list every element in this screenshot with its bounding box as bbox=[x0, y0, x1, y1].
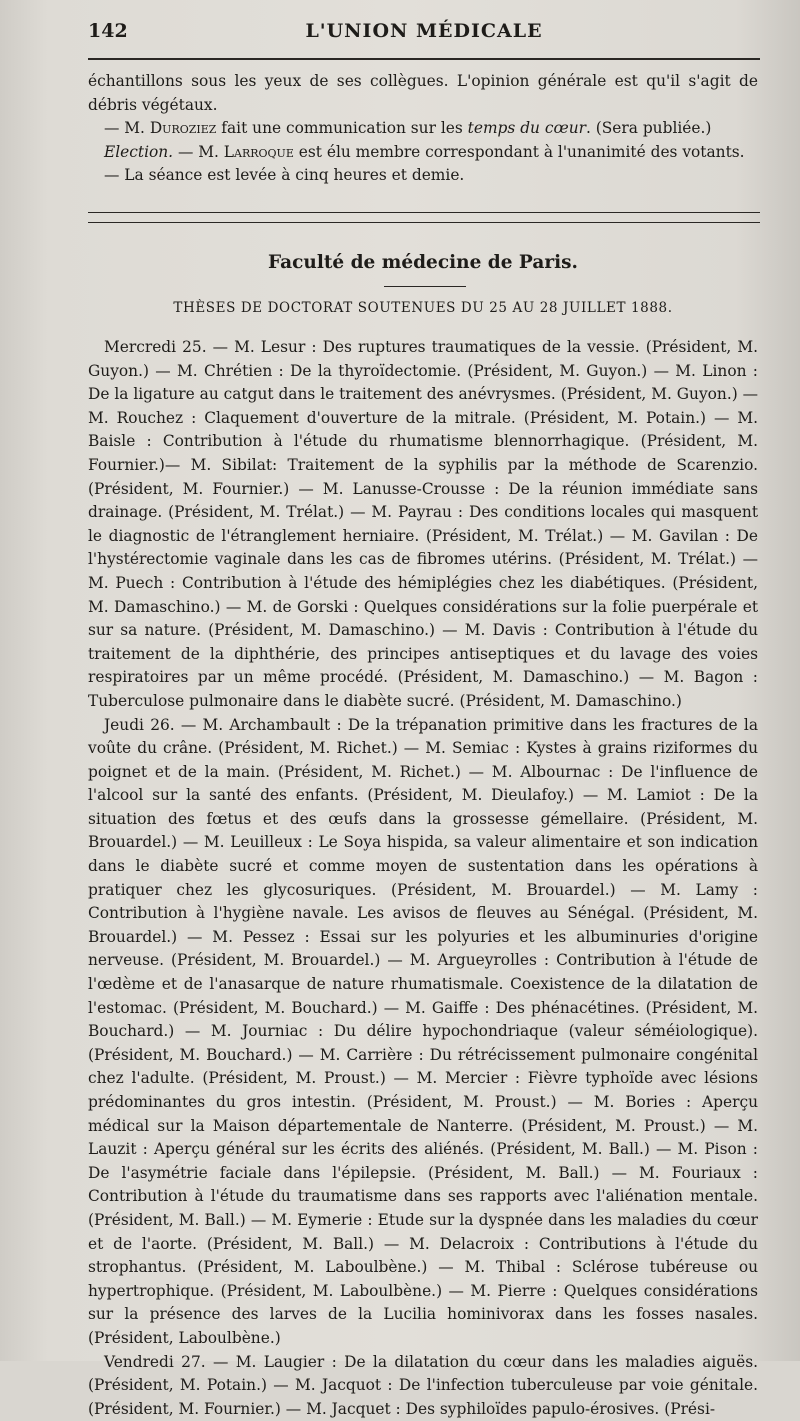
text-run: fait une communication sur les bbox=[216, 119, 468, 138]
title-underline bbox=[384, 286, 466, 287]
page-number: 142 bbox=[88, 20, 128, 42]
text-run: — M. bbox=[104, 119, 150, 138]
section-title: Faculté de médecine de Paris. bbox=[268, 252, 578, 273]
section-divider bbox=[88, 212, 760, 223]
author-name: Duroziez bbox=[149, 119, 217, 138]
communication-title: temps du cœur bbox=[467, 119, 586, 138]
text-run: . (Sera publiée.) bbox=[585, 119, 712, 138]
prev-paragraph-1: échantillons sous les yeux de ses collègues. L'opinion générale est qu'il s'agit de débris végétaux. bbox=[88, 72, 758, 114]
election-label: Election. bbox=[104, 142, 174, 161]
header-rule bbox=[88, 58, 760, 60]
section-subheading: THÈSES DE DOCTORAT SOUTENUES DU 25 AU 28 JUILLET 1888. bbox=[173, 300, 673, 316]
prev-paragraph-2 bbox=[88, 117, 758, 141]
page-header bbox=[88, 16, 760, 50]
theses-list bbox=[88, 336, 758, 1421]
paragraph-wednesday: Mercredi 25. — M. Lesur : Des ruptures traumatiques de la vessie. (Président, M. Guyon.) — M. Chrétien : De la thyroïdectomie. (Président, M. Guyon.) — M. Linon : De la ligature au catgut dans le traitement des anévrysmes. (Président, M. Guyon.) — M. Rouchez : Claquement d'ouverture de la mitrale. (Président, M. Potain.) — M. Baisle : Contribution à l'étude du rhumatisme blennorrhagique. (Président, M. Fournier.)— M. Sibilat: Traitement de la syphilis par la méthode de Scarenzio. (Président, M. Fournier.) — M. Lanusse-Crousse : De la réunion immédiate sans drainage. (Président, M. Trélat.) — M. Payrau : Des conditions locales qui masquent le diagnostic de l'étranglement herniaire. (Président, M. Trélat.) — M. Gavilan : De l'hystérectomie vaginale dans les cas de fibromes utérins. (Président, M. Trélat.) — M. Puech : Contribution à l'étude des hémiplégies chez les diabétiques. (Président, M. Damaschino.) — M. de Gorski : Quelques considérations sur la folie puerpérale et sur sa nature. (Président, M. Damaschino.) — M. Davis : Contribution à l'étude du traitement de la diphthérie, des principes antiseptiques et du lavage des voies respiratoires par un même procédé. (Président, M. Damaschino.) — M. Bagon : Tuberculose pulmonaire dans le diabète sucré. (Président, M. Damaschino.) bbox=[88, 338, 759, 710]
paragraph-friday: Vendredi 27. — M. Laugier : De la dilatation du cœur dans les maladies aiguës. (Président, M. Potain.) — M. Jacquot : De l'infection tuberculeuse par voie génitale. (Président, M. Fournier.) — M. Jacquet : Des syphiloïdes papulo-érosives. (Prési- bbox=[88, 1352, 758, 1418]
prev-paragraph-3 bbox=[88, 141, 758, 165]
previous-section bbox=[88, 70, 758, 188]
paragraph-thursday: Jeudi 26. — M. Archambault : De la trépanation primitive dans les fractures de la voûte du crâne. (Président, M. Richet.) — M. Semiac : Kystes à grains riziformes du poignet et de la main. (Président, M. Richet.) — M. Albournac : De l'influence de l'alcool sur la santé des enfants. (Président, M. Dieulafoy.) — M. Lamiot : De la situation des fœtus et des œufs dans la grossesse gémellaire. (Président, M. Brouardel.) — M. Leuilleux : Le Soya hispida, sa valeur alimentaire et son indication dans le diabète sucré et comme moyen de sustentation dans les opérations à pratiquer chez les glycosuriques. (Président, M. Brouardel.) — M. Lamy : Contribution à l'hygiène navale. Les avisos de fleuves au Sénégal. (Président, M. Brouardel.) — M. Pessez : Essai sur les polyuries et les albuminuries d'origine nerveuse. (Président, M. Brouardel.) — M. Argueyrolles : Contribution à l'étude de l'œdème et de l'anasarque de nature rhumatismale. Coexistence de la dilatation de l'estomac. (Président, M. Bouchard.) — M. Gaiffe : Des phénacétines. (Président, M. Bouchard.) — M. Journiac : Du délire hypochondriaque (valeur séméiologique). (Président, M. Bouchard.) — M. Carrière : Du rétrécissement pulmonaire congénital chez l'adulte. (Président, M. Proust.) — M. Mercier : Fièvre typhoïde avec lésions prédominantes du gros intestin. (Président, M. Proust.) — M. Bories : Aperçu médical sur la Maison départementale de Nanterre. (Président, M. Proust.) — M. Lauzit : Aperçu général sur les écrits des aliénés. (Président, M. Ball.) — M. Pison : De l'asymétrie faciale dans l'épilepsie. (Président, M. Ball.) — M. Fouriaux : Contribution à l'étude du traumatisme dans ses rapports avec l'aliénation mentale. (Président, M. Ball.) — M. Eymerie : Etude sur la dyspnée dans les maladies du cœur et de l'aorte. (Président, M. Ball.) — M. Delacroix : Contributions à l'étude du strophantus. (Président, M. Laboulbène.) — M. Thibal : Sclérose tubéreuse ou hypertrophique. (Président, M. Laboulbène.) — M. Pierre : Quelques considérations sur la présence des larves de la Lucilia hominivorax dans les fosses nasales. (Président, Laboulbène.) bbox=[88, 715, 758, 1347]
member-name: Larroque bbox=[223, 142, 294, 161]
running-head: L'UNION MÉDICALE bbox=[305, 20, 543, 42]
text-run: — M. bbox=[173, 142, 224, 161]
prev-paragraph-4: — La séance est levée à cinq heures et demie. bbox=[104, 166, 465, 185]
text-run: est élu membre correspondant à l'unanimité des votants. bbox=[293, 142, 745, 161]
